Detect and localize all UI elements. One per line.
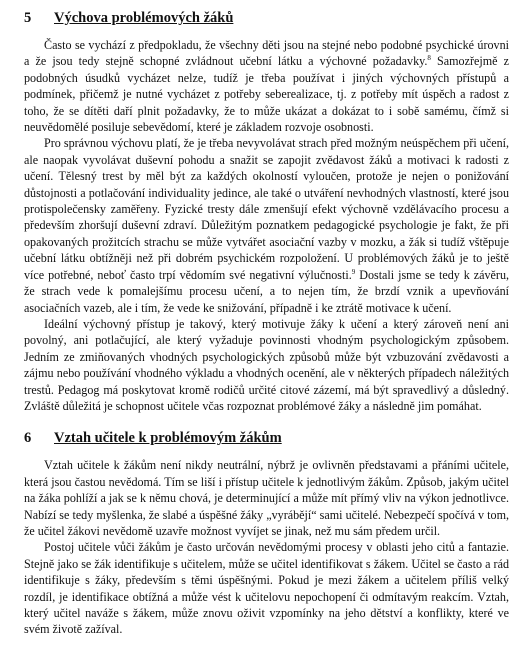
paragraph-text: Postoj učitele vůči žákům je často určován nevědomými procesy v oblasti jeho citů a fantazie. Stejně jako se žák identifikuje s učitelem, může se učitel identifikovat s žákem. Učitel se často a rád identifikuje s žáky, především s těmi úspěšnými. Pokud je mezi žákem a učitelem příliš velký rozdíl, je identifikace obtížná a může vést k učitelovu nepochopení či odmítavým reakcím. Vztah, který učitel naváže s žákem, může znovu oživit vzpomínky na jeho dětství a konflikty, které ve svém životě zažíval.	[24, 540, 509, 637]
paragraph	[24, 135, 509, 315]
paragraph	[24, 37, 509, 135]
paragraph-text: Ideální výchovný přístup je takový, který motivuje žáky k učení a který zároveň není ani povolný, ani potlačující, ale který vyžaduje povinnosti vhodným psychologickým způsobem. Jedním ze zmiňovaných vhodných psychologických způsobů může být vzbuzování zvědavosti a zájmu nebo používání vhodného výkladu a vhodných ocenění, ale v některých případech náležitých trestů. Pedagog má poskytovat kromě rodičů určité citové zázemí, má být spravedlivý a důsledný. Zvláště důležitá je schopnost učitele včas rozpoznat problémové žáky a následně jim pomáhat.	[24, 316, 509, 413]
paragraph	[24, 457, 509, 539]
section-body	[24, 37, 509, 414]
section-heading	[24, 8, 509, 28]
section-title: Vztah učitele k problémovým žákům	[54, 430, 282, 447]
paragraph-text: Pro správnou výchovu platí, že je třeba nevyvolávat strach před možným neúspěchem při učení, ale naopak vyvolávat duševní pohodu a snažit se zapojit zvědavost žáků a motivaci k radosti z učení. Tělesný trest by měl být za každých okolností vyloučen, protože je nejen o ponižování důstojnosti a potlačování individuality jedince, ale také o utváření nevhodných vlastností, které jsou protispolečensky zaměřeny. Fyzické tresty dále zmenšují efekt výchovně vzdělávacího procesu a především zhoršují duševní zdraví. Důležitým poznatkem pedagogické psychologie je fakt, že při opakovaných prožitcích strachu se může vytvářet asociační vazby v mozku, a žák si tudíž vštěpuje učební látku obtížněji než při dobrém psychickém rozpoložení. U problémových žáků je to ještě více potřebné, neboť často trpí vědomím své negativní výlučnosti.	[24, 136, 509, 282]
section-title: Výchova problémových žáků	[54, 10, 234, 26]
footnote-ref[interactable]: 9	[351, 267, 356, 276]
paragraph-text: Často se vychází z předpokladu, že všechny děti jsou na stejné nebo podobné psychické úrovni a že jsou tedy stejně schopné zvládnout učební látku a výchovné požadavky.	[24, 38, 509, 69]
section-number: 5	[24, 10, 32, 26]
section-heading	[24, 428, 509, 448]
paragraph-text: Dostali jsme se tedy k závěru, že strach vede k pomalejšímu procesu učení, a to nejen tím, že brzdí vznik a upevňování asociačních vazeb, ale i tím, že vede ke snižování, případně i ke ztrátě motivace k učení.	[24, 267, 510, 315]
paragraph-text: Samozřejmě z podobných úsudků vycházet nelze, tudíž je třeba používat i jiných výchovných přístupů a podmínek, přičemž je nutné vycházet z potřeby seberealizace, tj. z potřeby mít úspěch a radost z toho, že se dítěti daří plnit požadavky, že to může ukázat a dokázat to i sobě samému, čímž si neuvědomělé posiluje sebevědomí, které je základem rozvoje osobnosti.	[24, 54, 509, 135]
section-body	[24, 457, 509, 637]
paragraph-text: Vztah učitele k žákům není nikdy neutrální, nýbrž je ovlivněn představami a přáními učitele, která jsou častou nevědomá. Tím se liší i přístup učitele k jednotlivým žákům. Způsob, jakým učitel na žáka pohlíží a jak se k němu chová, je determinující a může mít přímý vliv na výkon jednotlivce. Nabízí se tedy myšlenka, že slabé a úspěšné žáky „vyrábějí“ sami učitelé. Nebezpečí spočívá v tom, že učitel žákovi nevědomě uzavře možnost vyvíjet se jinak, než mu sám předem určil.	[24, 458, 509, 538]
section-number: 6	[24, 430, 32, 447]
footnote-ref[interactable]: 8	[427, 54, 431, 63]
paragraph	[24, 539, 509, 637]
paragraph	[24, 316, 509, 414]
